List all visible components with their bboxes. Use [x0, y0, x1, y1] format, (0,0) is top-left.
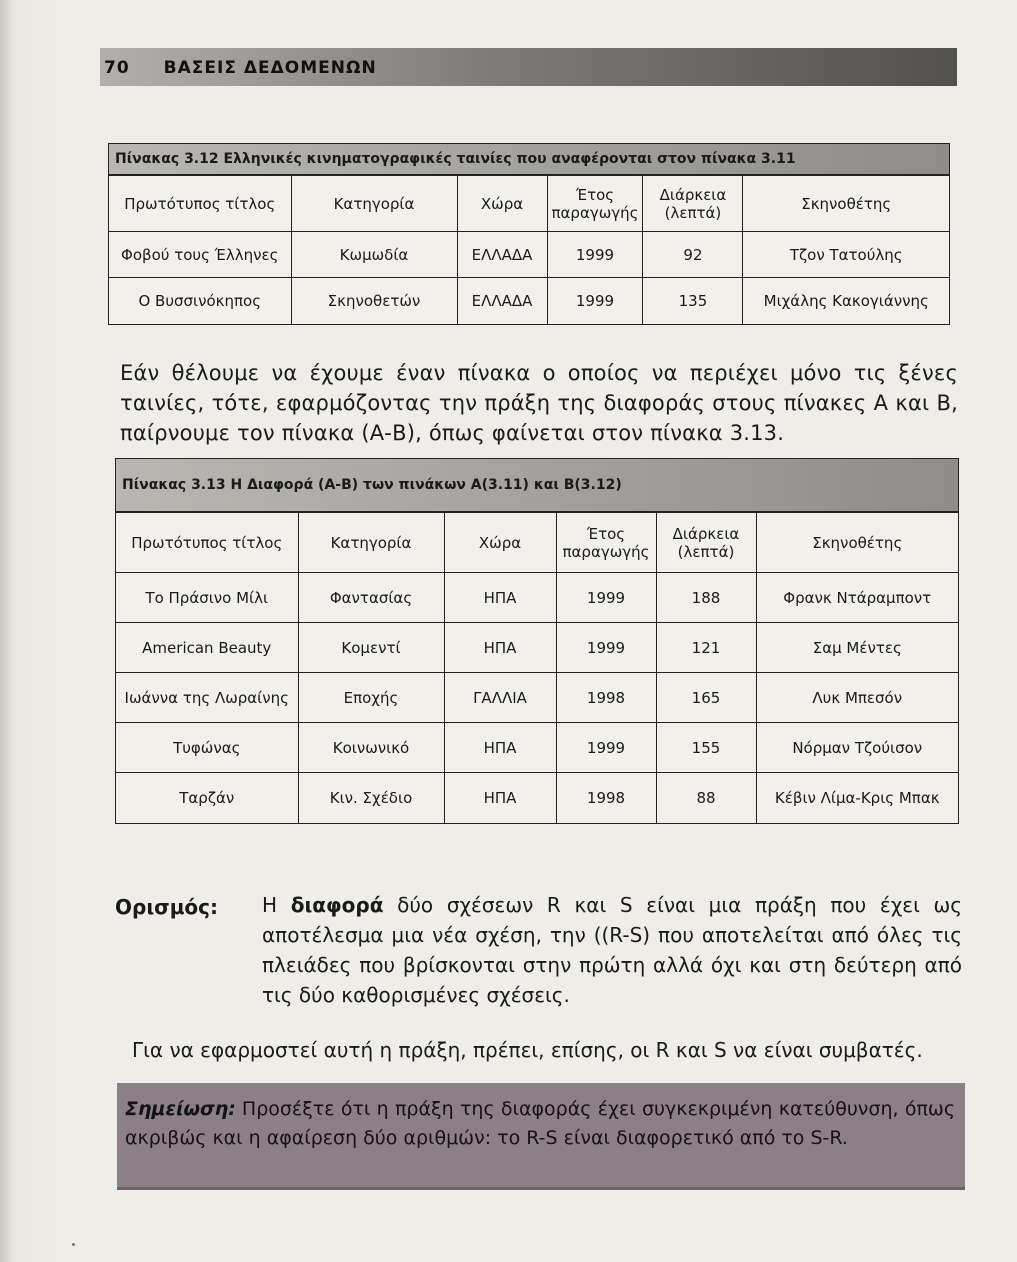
table-3-13	[115, 458, 959, 824]
table-row	[116, 673, 958, 723]
cell-year: 1998	[556, 673, 656, 723]
running-header	[100, 48, 957, 86]
column-header: Πρωτότυπος τίτλος	[109, 176, 291, 232]
cell-title: Τυφώνας	[116, 723, 298, 773]
cell-director: Φρανκ Ντάραμποντ	[756, 573, 958, 623]
cell-category: Σκηνοθετών	[291, 278, 457, 324]
cell-duration: 92	[643, 232, 743, 278]
note-box	[117, 1083, 965, 1190]
table-row	[109, 232, 949, 278]
cell-country: ΕΛΛΑΔΑ	[457, 278, 547, 324]
cell-country: ΗΠΑ	[444, 773, 556, 823]
definition-label: Ορισμός:	[115, 895, 218, 919]
table-3-13-grid	[116, 512, 958, 823]
table-row	[116, 573, 958, 623]
cell-category: Κιν. Σχέδιο	[298, 773, 444, 823]
cell-country: ΗΠΑ	[444, 573, 556, 623]
table-row	[116, 723, 958, 773]
column-header: Πρωτότυπος τίτλος	[116, 513, 298, 573]
cell-country: ΗΠΑ	[444, 623, 556, 673]
table-3-12-grid	[109, 175, 949, 324]
cell-year: 1999	[556, 723, 656, 773]
column-header: Έτος παραγωγής	[556, 513, 656, 573]
definition-term: διαφορά	[290, 893, 384, 917]
cell-category: Κομεντί	[298, 623, 444, 673]
column-header: Διάρκεια (λεπτά)	[656, 513, 756, 573]
cell-duration: 155	[656, 723, 756, 773]
cell-title: American Beauty	[116, 623, 298, 673]
cell-director: Νόρμαν Τζούισον	[756, 723, 958, 773]
cell-title: Φοβού τους Έλληνες	[109, 232, 291, 278]
cell-title: Ταρζάν	[116, 773, 298, 823]
cell-title: Το Πράσινο Μίλι	[116, 573, 298, 623]
cell-year: 1999	[556, 623, 656, 673]
cell-year: 1999	[547, 278, 643, 324]
table-row	[116, 623, 958, 673]
cell-director: Τζον Τατούλης	[743, 232, 949, 278]
cell-duration: 88	[656, 773, 756, 823]
cell-category: Κοινωνικό	[298, 723, 444, 773]
column-header: Χώρα	[444, 513, 556, 573]
definition-body: δύο σχέσεων R και S είναι μια πράξη που έχει ως αποτέλεσμα μια νέα σχέση, την ((R-S) που αποτελείται από όλες τις πλειάδες που βρίσκονται στην πρώτη αλλά όχι και στη δεύτερη από τις δύο καθορισμένες σχέσεις.	[262, 893, 963, 1007]
column-header: Έτος παραγωγής	[547, 176, 643, 232]
cell-title: Ο Βυσσινόκηπος	[109, 278, 291, 324]
cell-year: 1999	[556, 573, 656, 623]
page-number: 70	[104, 58, 130, 78]
column-header: Κατηγορία	[291, 176, 457, 232]
table-row	[109, 278, 949, 324]
cell-country: ΓΑΛΛΙΑ	[444, 673, 556, 723]
speck-mark	[72, 1243, 75, 1246]
cell-director: Κέβιν Λίμα-Κρις Μπακ	[756, 773, 958, 823]
cell-country: ΗΠΑ	[444, 723, 556, 773]
table-3-12	[108, 143, 950, 325]
cell-director: Σαμ Μέντες	[756, 623, 958, 673]
table-caption: Πίνακας 3.13 Η Διαφορά (Α-Β) των πινάκων Α(3.11) και Β(3.12)	[116, 459, 958, 512]
note-body: Προσέξτε ότι η πράξη της διαφοράς έχει συγκεκριμένη κατεύθυνση, όπως ακριβώς και η αφαίρεση δύο αριθμών: το R-S είναι διαφορετικό από το S-R.	[125, 1098, 955, 1149]
note-text	[125, 1095, 955, 1153]
cell-duration: 135	[643, 278, 743, 324]
header-text	[104, 58, 377, 78]
header-row	[116, 513, 958, 573]
cell-country: ΕΛΛΑΔΑ	[457, 232, 547, 278]
column-header: Κατηγορία	[298, 513, 444, 573]
column-header: Σκηνοθέτης	[756, 513, 958, 573]
cell-title: Ιωάννα της Λωραίνης	[116, 673, 298, 723]
cell-director: Μιχάλης Κακογιάννης	[743, 278, 949, 324]
cell-year: 1998	[556, 773, 656, 823]
definition-text	[262, 890, 962, 1010]
definition-prefix: Η	[262, 893, 291, 917]
table-row	[116, 773, 958, 823]
table-caption: Πίνακας 3.12 Ελληνικές κινηματογραφικές ταινίες που αναφέρονται στον πίνακα 3.11	[109, 144, 949, 175]
cell-year: 1999	[547, 232, 643, 278]
header-row	[109, 176, 949, 232]
cell-director: Λυκ Μπεσόν	[756, 673, 958, 723]
cell-duration: 121	[656, 623, 756, 673]
cell-duration: 165	[656, 673, 756, 723]
note-label: Σημείωση:	[125, 1098, 236, 1120]
body-paragraph: Εάν θέλουμε να έχουμε έναν πίνακα ο οποίος να περιέχει μόνο τις ξένες ταινίες, τότε, εφαρμόζοντας την πράξη της διαφοράς στους πίνακες Α και Β, παίρνουμε τον πίνακα (Α-Β), όπως φαίνεται στον πίνακα 3.13.	[120, 361, 958, 445]
cell-category: Εποχής	[298, 673, 444, 723]
cell-duration: 188	[656, 573, 756, 623]
cell-category: Φαντασίας	[298, 573, 444, 623]
column-header: Διάρκεια (λεπτά)	[643, 176, 743, 232]
cell-category: Κωμωδία	[291, 232, 457, 278]
requirement-sentence: Για να εφαρμοστεί αυτή η πράξη, πρέπει, επίσης, οι R και S να είναι συμβατές.	[132, 1038, 923, 1062]
header-title: ΒΑΣΕΙΣ ΔΕΔΟΜΕΝΩΝ	[163, 58, 377, 78]
column-header: Χώρα	[457, 176, 547, 232]
column-header: Σκηνοθέτης	[743, 176, 949, 232]
